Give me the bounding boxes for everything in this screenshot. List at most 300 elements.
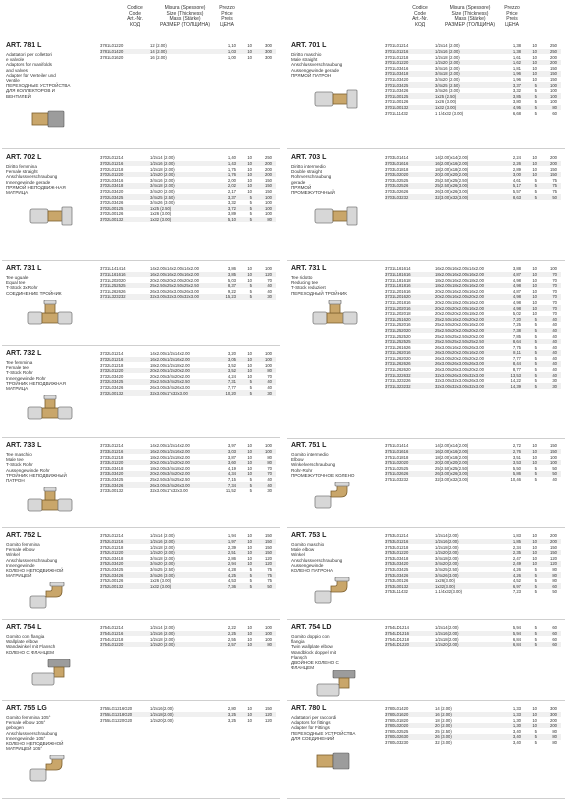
product-code: 3731L323226 (385, 378, 411, 384)
product-price: 2,76 (512, 448, 521, 454)
product-size: 16x2.00x16x2.00x16x2.00 (150, 271, 199, 277)
article-title: ART. 733 L (6, 442, 42, 449)
box-quantity: 100 (265, 200, 272, 206)
box-quantity: 80 (267, 642, 272, 648)
product-code: 3703L02526 (385, 183, 409, 189)
product-code: 3732L01220 (100, 368, 124, 374)
box-quantity: 75 (552, 183, 557, 189)
product-price: 7,25 (512, 322, 521, 328)
product-code: 3702L03426 (100, 200, 124, 206)
product-price: 4,98 (512, 283, 521, 289)
product-size: 32x3.00x32x3.00x32x3.00 (435, 383, 484, 389)
product-size: 20x2.00x1/2x20x2.00 (150, 368, 190, 374)
product-price: 11,52 (225, 488, 236, 494)
article-description: Tee femmina Female tee T-Stück Rohr Innengewinde Rohr ТРОЙНИК НЕПОДВИЖНАЯ МАТРИЦА (6, 360, 66, 392)
box-quantity: 150 (550, 71, 557, 77)
product-block-art-731-l (287, 263, 565, 439)
product-size: 1/2x16(2.00) (435, 630, 459, 636)
product-size: 18x2.00x18x2.00x16x2.00 (435, 283, 484, 289)
pack-quantity: 5 (249, 578, 252, 584)
box-quantity: 150 (550, 443, 557, 449)
product-price: 2,55 (227, 636, 236, 642)
product-size: 12 (2.00) (150, 43, 167, 49)
pack-quantity: 10 (532, 443, 537, 449)
product-code: 3702L03420 (100, 188, 124, 194)
box-quantity: 40 (552, 372, 557, 378)
product-price: 10,46 (510, 476, 521, 482)
pack-quantity: 10 (247, 717, 252, 723)
box-quantity: 40 (552, 339, 557, 345)
product-size: 1x32 (3.00) (150, 216, 172, 222)
box-quantity: 300 (265, 48, 272, 54)
pack-quantity: 5 (249, 283, 252, 289)
box-quantity: 150 (265, 183, 272, 189)
box-quantity: 40 (552, 367, 557, 373)
table-row (385, 589, 561, 595)
product-price: 5,10 (227, 216, 236, 222)
product-size: 16x2.00x1/2x16x2.00 (150, 356, 190, 362)
box-quantity: 100 (550, 266, 557, 272)
product-size: 14x2.00x1/2x14x2.00 (150, 351, 190, 357)
product-price: 1,96 (512, 71, 521, 77)
table-row (385, 194, 561, 200)
product-code: 3752L01218 (100, 544, 124, 550)
box-quantity: 100 (550, 82, 557, 88)
product-code: 3733L01214 (100, 443, 124, 449)
product-price: 13,53 (510, 372, 521, 378)
product-code: 3753L00132 (385, 583, 409, 589)
product-price: 3,05 (227, 356, 236, 362)
box-quantity: 100 (265, 443, 272, 449)
article-description: Adattatori per raccordi Adaptors for fittings Adapter für Fittings ПЕРЕХОДНЫЕ УСТРОЙСТВА ДЛЯ СОЕДИНЕНИЙ (291, 715, 356, 741)
box-quantity: 150 (265, 177, 272, 183)
product-price: 7,20 (512, 316, 521, 322)
pack-quantity: 10 (247, 711, 252, 717)
product-size: 26x3.00x20x2.00x20x2.00 (435, 355, 484, 361)
box-quantity: 70 (552, 294, 557, 300)
product-size: 1/2x14(2.00) (435, 625, 459, 631)
product-code: 3701L03420 (385, 76, 409, 82)
product-price: 7,31 (227, 379, 236, 385)
pack-quantity: 5 (534, 728, 537, 734)
price-table (100, 266, 276, 300)
pack-quantity: 10 (247, 460, 252, 466)
box-quantity: 300 (265, 54, 272, 60)
pack-quantity: 10 (247, 454, 252, 460)
product-price: 3,00 (512, 172, 521, 178)
product-code: 3752L03418 (100, 555, 124, 561)
pack-quantity: 10 (532, 48, 537, 54)
pack-quantity: 10 (532, 271, 537, 277)
product-code: 3753L03425 (385, 566, 409, 572)
product-code: 3753L03420 (385, 561, 409, 567)
pack-quantity: 5 (534, 583, 537, 589)
fitting-photo-icon (26, 659, 74, 687)
price-table (385, 533, 561, 595)
product-size: 3/4x16 (2.00) (150, 177, 175, 183)
product-price: 4,26 (512, 566, 521, 572)
box-quantity: 50 (552, 194, 557, 200)
product-size: 26x3.00x16x2.00x26x3.00 (435, 344, 484, 350)
product-size: 1.1/4x32(3.00) (435, 589, 463, 595)
product-price: 4,98 (512, 294, 521, 300)
product-code: 3731L201816 (385, 299, 411, 305)
product-size: 1x26 (3.00) (150, 211, 172, 217)
pack-quantity: 10 (532, 65, 537, 71)
product-price: 3,37 (227, 194, 236, 200)
product-block-art-780-l (287, 703, 565, 799)
box-quantity: 100 (265, 205, 272, 211)
product-price: 4,19 (227, 465, 236, 471)
pack-quantity: 10 (532, 717, 537, 723)
pack-quantity: 5 (249, 194, 252, 200)
pack-quantity: 5 (534, 572, 537, 578)
product-size: 25x2.50x20x2.00x20x2.00 (435, 327, 484, 333)
pack-quantity: 10 (532, 550, 537, 556)
product-size: 25 (2.50) (435, 728, 452, 734)
box-quantity: 60 (552, 642, 557, 648)
product-size: 26 (3.00) (435, 734, 452, 740)
box-quantity: 75 (267, 566, 272, 572)
product-code: 3751L01414 (385, 443, 409, 449)
pack-quantity: 5 (249, 205, 252, 211)
product-size: 25x2.50x25x2.50x25x2.50 (435, 339, 484, 345)
product-code: 3702L01220 (100, 172, 124, 178)
product-price: 2,24 (512, 155, 521, 161)
product-code: 3731L322632 (385, 372, 411, 378)
article-description: Gomito con flangia Wallplate elbow Wandwinkel mit Flansch КОЛЕНО С ФЛАНЦЕМ (6, 634, 56, 655)
product-price: 3,20 (227, 351, 236, 357)
fitting-photo-icon (26, 395, 74, 423)
product-code: 3731L262020 (385, 355, 411, 361)
price-table (100, 443, 276, 493)
product-size: 26(3.00)x26(3.00) (435, 471, 469, 477)
product-price: 4,98 (512, 299, 521, 305)
product-code: 3732L03420 (100, 373, 124, 379)
pack-quantity: 5 (534, 630, 537, 636)
pack-quantity: 10 (247, 43, 252, 49)
box-quantity: 50 (267, 583, 272, 589)
product-size: 1/2x20 (2.00) (150, 172, 175, 178)
product-price: 7,85 (512, 333, 521, 339)
product-size: 20x2.00x3/4x20x2.00 (150, 471, 190, 477)
product-size: 1/2x16(2.00) (435, 538, 459, 544)
pack-quantity: 10 (532, 299, 537, 305)
box-quantity: 70 (552, 283, 557, 289)
pack-quantity: 5 (534, 350, 537, 356)
header-size: Misura (Spessore) Size (Thickness) Mass (Stärke) РАЗМЕР (ТОЛЩИНА) (444, 5, 496, 28)
pack-quantity: 10 (532, 288, 537, 294)
box-quantity: 150 (265, 538, 272, 544)
box-quantity: 30 (267, 390, 272, 396)
product-price: 1,61 (512, 54, 521, 60)
box-quantity: 100 (550, 93, 557, 99)
product-size: 1x32(3.00) (435, 583, 456, 589)
box-quantity: 75 (552, 177, 557, 183)
product-price: 2,49 (512, 561, 521, 567)
product-size: 25(2.50)x26(3.00) (435, 183, 469, 189)
table-row (100, 390, 276, 396)
pack-quantity: 5 (249, 288, 252, 294)
table-row (100, 583, 276, 589)
product-price: 7,34 (227, 482, 236, 488)
box-quantity: 150 (265, 533, 272, 539)
product-size: 20(2.00)x20(2.00) (435, 172, 469, 178)
box-quantity: 70 (267, 277, 272, 283)
box-quantity: 200 (550, 160, 557, 166)
product-code: 3731L262620 (385, 367, 411, 373)
product-price: 7,75 (512, 344, 521, 350)
product-price: 1,38 (512, 48, 521, 54)
product-code: 3755LG1220G20 (100, 717, 133, 723)
pack-quantity: 5 (534, 344, 537, 350)
product-code: 3732L03425 (100, 379, 124, 385)
box-quantity: 40 (552, 350, 557, 356)
product-price: 2,94 (227, 561, 236, 567)
product-price: 1,03 (227, 48, 236, 54)
product-price: 2,22 (227, 625, 236, 631)
product-price: 3,88 (512, 266, 521, 272)
product-size: 1/2x18 (2.00) (150, 636, 175, 642)
product-size: 1/2x14(2.00) (435, 533, 459, 539)
product-price: 5,86 (512, 471, 521, 477)
product-size: 26x3.00x26x3.00x26x3.00 (435, 361, 484, 367)
pack-quantity: 5 (534, 465, 537, 471)
table-row (385, 740, 561, 746)
product-size: 3/4x26 (3.00) (150, 200, 175, 206)
product-price: 3,87 (227, 454, 236, 460)
product-size: 1/2x16(2.00) (150, 706, 174, 712)
box-quantity: 50 (552, 471, 557, 477)
pack-quantity: 5 (249, 488, 252, 494)
product-price: 2,89 (512, 166, 521, 172)
product-price: 1,62 (512, 60, 521, 66)
box-quantity: 100 (265, 448, 272, 454)
product-price: 6,84 (512, 642, 521, 648)
product-size: 3/4x26(3.00) (435, 572, 459, 578)
product-price: 1,38 (512, 43, 521, 49)
box-quantity: 75 (267, 572, 272, 578)
price-table (385, 266, 561, 389)
box-quantity: 40 (552, 327, 557, 333)
product-code: 3732L03426 (100, 384, 124, 390)
product-size: 16 (2.00) (150, 54, 167, 60)
product-price: 7,15 (227, 476, 236, 482)
product-code: 3753L03426 (385, 572, 409, 578)
product-code: 3754LD1220 (385, 642, 409, 648)
product-price: 1,85 (512, 538, 521, 544)
product-size: 32(3.00)x32(3.00) (435, 476, 469, 482)
fitting-photo-icon (26, 199, 74, 227)
product-price: 1,33 (512, 711, 521, 717)
table-row (100, 488, 276, 494)
product-size: 26(3.00)x26(3.00) (435, 188, 469, 194)
product-price: 3,52 (227, 362, 236, 368)
product-size: 32x3.00x26x3.00x32x3.00 (435, 372, 484, 378)
article-description: Diritto femmina Female straight Anschlussverschraubung Innengewinde gerade ПРЯМОЙ НЕПОДВИЖ-НАЯ МАТРИЦА (6, 164, 66, 196)
product-price: 15,23 (225, 294, 236, 300)
pack-quantity: 10 (247, 448, 252, 454)
box-quantity: 70 (267, 373, 272, 379)
product-price: 2,86 (227, 555, 236, 561)
box-quantity: 150 (550, 166, 557, 172)
pack-quantity: 5 (534, 361, 537, 367)
pack-quantity: 5 (534, 82, 537, 88)
pack-quantity: 5 (534, 188, 537, 194)
product-price: 1,75 (227, 166, 236, 172)
product-code: 3780L01620 (385, 711, 409, 717)
product-code: 3732L00132 (100, 390, 124, 396)
product-price: 5,03 (227, 277, 236, 283)
product-price: 8,64 (512, 339, 521, 345)
product-code: 3701L03425 (385, 82, 409, 88)
article-title: ART. 751 L (291, 442, 327, 449)
box-quantity: 40 (552, 322, 557, 328)
pack-quantity: 10 (532, 544, 537, 550)
product-size: 3/4x18 (2.00) (435, 71, 460, 77)
product-code: 3731L202016 (385, 305, 411, 311)
box-quantity: 40 (552, 476, 557, 482)
box-quantity: 70 (552, 271, 557, 277)
pack-quantity: 5 (534, 104, 537, 110)
box-quantity: 40 (552, 316, 557, 322)
article-title: ART. 755 LG (6, 705, 47, 712)
product-price: 2,25 (227, 630, 236, 636)
product-size: 25x2.50x20x2.00x16x2.00 (435, 322, 484, 328)
article-description: Gomito intermedio Elbow Winkelverschraubung Rohr-Rohr ПРОМЕЖУТОЧНОЕ КОЛЕНО (291, 452, 355, 478)
product-price: 3,89 (227, 211, 236, 217)
price-table (100, 625, 276, 647)
header-code: Codice Code Art.-Nr. КОД (127, 5, 143, 28)
box-quantity: 40 (267, 384, 272, 390)
product-price: 3,60 (227, 460, 236, 466)
price-table (385, 625, 561, 647)
product-size: 18x2.00x16x2.00x18x2.00 (435, 277, 484, 283)
box-quantity: 40 (267, 476, 272, 482)
product-code: 3751L02525 (385, 465, 409, 471)
product-code: 3732L01218 (100, 362, 124, 368)
pack-quantity: 10 (532, 538, 537, 544)
product-size: 3/4x20 (2.00) (150, 188, 175, 194)
product-block-art-732-l (2, 348, 280, 438)
box-quantity: 100 (550, 99, 557, 105)
product-code: 3754L01214 (100, 625, 124, 631)
product-code: 3733L00132 (100, 488, 124, 494)
product-size: 16x2.00x1/2x16x2.00 (150, 448, 190, 454)
product-price: 3,32 (227, 200, 236, 206)
box-quantity: 100 (265, 625, 272, 631)
product-size: 25x2.50x3/4x25x2.50 (150, 379, 190, 385)
box-quantity: 60 (552, 583, 557, 589)
product-size: 20x2.00x3/4x20x2.00 (150, 373, 190, 379)
pack-quantity: 5 (534, 566, 537, 572)
product-price: 3,37 (512, 82, 521, 88)
box-quantity: 200 (550, 54, 557, 60)
product-code: 3702L00125 (100, 205, 124, 211)
product-size: 18(2.00)x18(2.00) (435, 166, 469, 172)
product-code: 3733L03418 (100, 465, 124, 471)
box-quantity: 40 (552, 355, 557, 361)
product-price: 4,34 (227, 471, 236, 477)
box-quantity: 70 (552, 288, 557, 294)
product-size: 1/2x20 (2.00) (435, 60, 460, 66)
product-code: 3702L00132 (100, 216, 124, 222)
pack-quantity: 10 (532, 54, 537, 60)
pack-quantity: 10 (247, 373, 252, 379)
product-size: 20x2.00x1/2x20x2.00 (150, 460, 190, 466)
product-size: 32(3.00)x32(3.00) (435, 194, 469, 200)
box-quantity: 70 (552, 311, 557, 317)
product-code: 3755LG1216G20 (100, 706, 133, 712)
pack-quantity: 5 (249, 384, 252, 390)
product-code: 3702L03425 (100, 194, 124, 200)
box-quantity: 80 (267, 368, 272, 374)
product-size: 32x3.00x32x3.00x32x3.00 (150, 294, 199, 300)
product-size: 1x26(3.00) (435, 578, 456, 584)
product-size: 1/2x20 (2.00) (150, 550, 175, 556)
box-quantity: 120 (265, 271, 272, 277)
box-quantity: 75 (267, 578, 272, 584)
product-size: 1/2x16 (2.00) (150, 630, 175, 636)
box-quantity: 80 (267, 460, 272, 466)
price-table (100, 155, 276, 222)
product-price: 1,00 (227, 54, 236, 60)
product-price: 4,95 (512, 104, 521, 110)
box-quantity: 80 (552, 739, 557, 745)
product-size: 1/2x18(2.00) (435, 544, 459, 550)
product-size: 1x26 (3.00) (435, 99, 457, 105)
article-description: Diritto maschio Male straight Anschlussverschraubung Aussengewinde gerade ПРЯМОЙ ПАТРОН (291, 52, 343, 78)
fitting-photo-icon (311, 577, 359, 605)
article-title: ART. 754 LD (291, 624, 332, 631)
article-title: ART. 732 L (6, 350, 42, 357)
product-size: 1x25 (2.50) (435, 93, 457, 99)
pack-quantity: 5 (534, 316, 537, 322)
table-row (100, 642, 276, 648)
pack-quantity: 10 (247, 183, 252, 189)
product-price: 14,22 (510, 378, 521, 384)
box-quantity: 100 (265, 194, 272, 200)
box-quantity: 80 (552, 734, 557, 740)
product-price: 3,51 (512, 454, 521, 460)
product-size: 1x32 (3.00) (435, 104, 457, 110)
pack-quantity: 5 (249, 294, 252, 300)
product-block-art-754-l (2, 622, 280, 701)
pack-quantity: 10 (247, 356, 252, 362)
box-quantity: 40 (552, 344, 557, 350)
product-price: 3,40 (512, 739, 521, 745)
pack-quantity: 5 (534, 625, 537, 631)
product-price: 3,40 (512, 734, 521, 740)
pack-quantity: 5 (249, 200, 252, 206)
product-code: 3702L03416 (100, 177, 124, 183)
product-code: 3755LG1218G20 (100, 711, 133, 717)
box-quantity: 70 (552, 277, 557, 283)
product-code: 3733L03425 (100, 476, 124, 482)
pack-quantity: 5 (534, 367, 537, 373)
box-quantity: 150 (550, 172, 557, 178)
product-code: 3752L00126 (100, 578, 124, 584)
product-size: 16x2.00x16x2.00x14x2.00 (435, 266, 484, 272)
box-quantity: 100 (265, 211, 272, 217)
product-size: 26x3.00x26x3.00x26x3.00 (150, 288, 199, 294)
price-table (100, 533, 276, 589)
product-size: 3/4x25 (2.50) (150, 566, 175, 572)
product-size: 3/4x25 (2.50) (435, 82, 460, 88)
article-description: Gomito femmina 105° Female elbow 105° gebogen Anschlussverschraubung Innengewinde 105° КОЛЕНО НЕПОДВИЖНОЙ МАТРИЦЕЙ 105° (6, 715, 64, 752)
box-quantity: 50 (552, 589, 557, 595)
box-quantity: 200 (550, 60, 557, 66)
